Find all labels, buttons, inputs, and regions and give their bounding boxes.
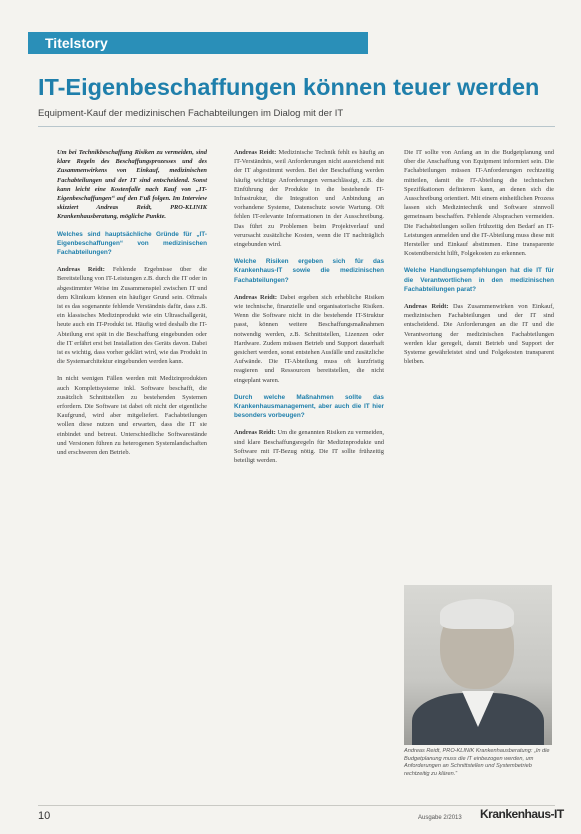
- article-headline: IT-Eigenbeschaffungen können teuer werden: [38, 74, 540, 100]
- answer-1-continued: In nicht wenigen Fällen werden mit Medizinprodukten auch Komplettsysteme inkl. Software beschafft, die zusätzlich Schnittstellen zu bestehenden Systemen erfordern. Die Software ist dabei oft nicht der eigentliche Kaufgrund, wird aber mitgeliefert. Fachabteilungen wollen diese nutzen und erwarten, dass die IT sie einbindet und betreut. Unterschiedliche Softwarestände und Versionen führen zu heterogenen Systemlandschaften und erschweren den Betrieb.: [57, 375, 207, 457]
- answer-2: [234, 293, 384, 385]
- answer-3-text: Um die genannten Risiken zu vermeiden, sind klare Beschaffungsregeln für Medizinprodukte und Software mit IT-Bezug nötig. Die IT sollte frühzeitig beteiligt werden.: [234, 429, 384, 465]
- answer-speaker: Andreas Reidt:: [234, 429, 276, 437]
- issue-label: Ausgabe 2/2013: [418, 815, 462, 821]
- footer-divider: [38, 805, 555, 806]
- article-subhead: Equipment-Kauf der medizinischen Fachabteilungen im Dialog mit der IT: [38, 108, 344, 119]
- intro-paragraph: Um bei Technikbeschaffung Risiken zu vermeiden, sind klare Regeln des Beschaffungsprozesses und des Zusammenwirkens von Einkauf, medizinischen Fachabteilungen und der IT sind entscheidend. Sonst kann leicht eine Kostenfalle nach Kauf von „IT-Eigenbeschaffungen“ auf den Fuß folgen. Im Interview skizziert Andreas Reidt, PRO-KLINIK Krankenhausberatung, mögliche Punkte.: [57, 149, 207, 221]
- answer-4: [404, 302, 554, 366]
- question-3: Durch welche Maßnahmen sollte das Krankenhausmanagement, aber auch die IT hier besonders vorbeugen?: [234, 393, 384, 420]
- text-column-3: [404, 148, 554, 374]
- page-number: 10: [38, 810, 51, 822]
- section-label: Titelstory: [45, 35, 108, 51]
- answer-3-continued: Die IT sollte von Anfang an in die Budgetplanung und über die Anschaffung von Equipment informiert sein. Die Fachabteilungen müssen IT-Anforderungen rechtzeitig mitteilen, damit die IT-Abteilung die technischen Spezifikationen definieren kann, an denen sich die Ausschreibung orientiert. Mit einem einheitlichen Prozess lassen sich Medizintechnik und Software sinnvoll gemeinsam beschaffen. Fehlende Absprachen vermeiden. Die Fachabteilungen sollen frühzeitig den Bedarf an IT-Leistungen anmelden und die IT-Abteilung muss diese mit Hersteller und Einkauf abstimmen. Eine transparente Kostenübersicht hilft, Folgekosten zu erkennen.: [404, 149, 554, 258]
- answer-4-text: Das Zusammenwirken von Einkauf, medizinischen Fachabteilungen und der IT sind entscheidend. Die Anforderungen an die IT und die Verantwortung der medizinischen Fachabteilungen werden klar geregelt, damit Betrieb und Support der Systeme gewährleistet sind und Folgekosten transparent bleiben.: [404, 303, 554, 366]
- text-column-2: [234, 148, 384, 473]
- photo-caption: Andreas Reidt, PRO-KLINIK Krankenhausberatung: „In die Budgetplanung muss die IT einbezogen werden, um Anforderungen an Schnittstellen und Systembetrieb rechtzeitig zu klären.“: [404, 748, 550, 777]
- answer-speaker: Andreas Reidt:: [234, 293, 278, 301]
- question-1: Welches sind hauptsächliche Gründe für „IT-Eigenbeschaffungen“ von medizinischen Fachabteilungen?: [57, 230, 207, 257]
- answer-1-text: Fehlende Ergebnisse über die Bereitstellung von IT-Leistungen z.B. durch die IT oder in abgestimmter Weise im Zusammenspiel zwischen IT und dem Klinikum können ein häufiger Grund sein. Oftmals ist es das sogenannte fehlende Verständnis dafür, dass z.B. ein klassisches Medizinprodukt wie ein Ultraschallgerät, heute auch ein IT-Produkt ist. Häufig wird deshalb die IT-Abteilung erst spät in die Beschaffung eingebunden oder die IT erfährt erst bei Installation des Geräts davon. Dabei ist es wichtig, dass vorher geklärt wird, wie das Produkt in die Systemarchitektur eingebunden werden kann.: [57, 266, 207, 366]
- answer-2-text: Dabei ergeben sich erhebliche Risiken wie technische, finanzielle und organisatorische Risiken. Wenn die Software nicht in die bestehende IT-Struktur passt, können weitere Beschaffungsmaßnahmen notwendig werden, z.B. Schnittstellen, Lizenzen oder Hardware. Zudem müssen Betrieb und Support dauerhaft gesichert werden, sonst entstehen Ausfälle und zusätzliche Aufwände. Die IT-Abteilung muss oft kurzfristig reagieren und Ressourcen bereitstellen, die nicht eingeplant waren.: [234, 293, 384, 384]
- question-2: Welche Risiken ergeben sich für das Krankenhaus-IT sowie die medizinischen Fachabteilungen?: [234, 258, 384, 284]
- header-divider: [38, 126, 555, 127]
- answer-1c: [234, 148, 384, 249]
- text-column-1: [57, 148, 207, 465]
- portrait-photo: [404, 585, 552, 745]
- photo-hair: [440, 599, 514, 629]
- answer-1: [57, 265, 207, 366]
- answer-3: [234, 428, 384, 465]
- question-4: Welche Handlungsempfehlungen hat die IT für die Verantwortlichen in den medizinischen Fachabteilungen parat?: [404, 267, 554, 293]
- answer-speaker: Andreas Reidt:: [234, 149, 277, 156]
- magazine-logo: Krankenhaus-IT: [480, 807, 564, 821]
- answer-speaker: Andreas Reidt:: [57, 266, 105, 274]
- answer-speaker: Andreas Reidt:: [404, 303, 449, 311]
- answer-1c-text: Medizinische Technik fehlt es häufig an IT-Verständnis, weil Anforderungen nicht ausreichend mit der IT abgestimmt werden. Bei der Beschaffung werden häufig wichtige Anforderungen vernachlässigt, z.B. die Einführung der Produkte in die bestehende IT-Infrastruktur, die Integration und Anbindung an vorhandene Systeme, Datenschutz sowie Wartung. Oft fehlen IT-relevante Informationen in der Ausschreibung. Das führt zu Problemen beim Projektverlauf und verursacht zusätzliche Kosten, wenn die IT nachträglich eingebunden wird.: [234, 149, 384, 249]
